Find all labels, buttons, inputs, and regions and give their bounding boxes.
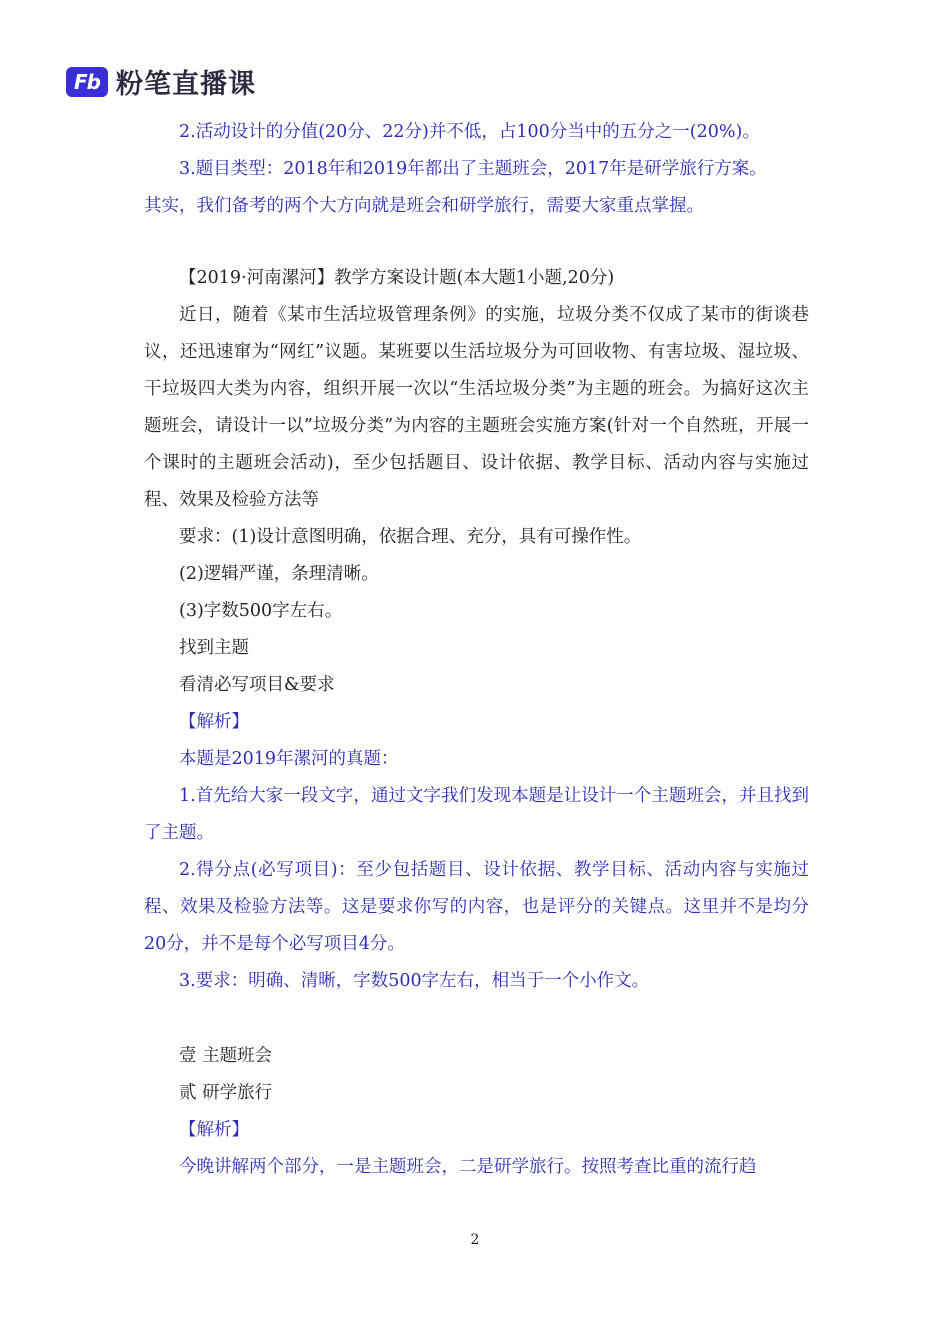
requirement-2: (2)逻辑严谨，条理清晰。 <box>179 564 379 584</box>
page-number: 2 <box>470 1232 480 1248</box>
outline-item-1: 壹 主题班会 <box>179 1046 273 1066</box>
outline-item-2: 贰 研学旅行 <box>179 1083 273 1103</box>
paragraph-question-type: 3.题目类型：2018年和2019年都出了主题班会，2017年是研学旅行方案。 <box>179 159 767 179</box>
brand-logo <box>66 62 256 101</box>
analysis-point-3: 3.要求：明确、清晰，字数500字左右，相当于一个小作文。 <box>179 971 650 991</box>
note-find-theme: 找到主题 <box>179 638 249 658</box>
question-body: 近日，随着《某市生活垃圾管理条例》的实施，垃圾分类不仅成了某市的街谈巷议，还迅速窜为“网红”议题。某班要以生活垃圾分为可回收物、有害垃圾、湿垃圾、干垃圾四大类为内容，组织开展一次以“生活垃圾分类”为主题的班会。为搞好这次主题班会，请设计一以”垃圾分类”为内容的主题班会实施方案(针对一个自然班，开展一个课时的主题班会活动)，至少包括题目、设计依据、教学目标、活动内容与实施过程、效果及检验方法等 <box>144 305 809 510</box>
question-title: 【2019·河南漯河】教学方案设计题(本大题1小题,20分) <box>179 268 615 288</box>
fb-logo-icon: Fb <box>66 67 108 97</box>
requirement-3: (3)字数500字左右。 <box>179 601 343 621</box>
brand-name: 粉笔直播课 <box>116 69 256 100</box>
analysis-text-2: 今晚讲解两个部分，一是主题班会，二是研学旅行。按照考查比重的流行趋 <box>179 1157 757 1177</box>
analysis-label-2: 【解析】 <box>179 1120 249 1140</box>
analysis-label: 【解析】 <box>179 712 249 732</box>
paragraph-score-value: 2.活动设计的分值(20分、22分)并不低，占100分当中的五分之一(20%)。 <box>179 122 760 142</box>
requirement-1: 要求：(1)设计意图明确，依据合理、充分，具有可操作性。 <box>179 527 642 547</box>
paragraph-prep-direction: 其实，我们备考的两个大方向就是班会和研学旅行，需要大家重点掌握。 <box>144 196 704 216</box>
analysis-point-1: 1.首先给大家一段文字，通过文字我们发现本题是让设计一个主题班会，并且找到了主题。 <box>144 786 809 843</box>
analysis-intro: 本题是2019年漯河的真题： <box>179 749 399 769</box>
analysis-point-2: 2.得分点(必写项目)：至少包括题目、设计依据、教学目标、活动内容与实施过程、效果及检验方法等。这是要求你写的内容，也是评分的关键点。这里并不是均分20分，并不是每个必写项目4分。 <box>144 860 809 954</box>
document-body <box>144 114 809 1186</box>
note-required-items: 看清必写项目&要求 <box>179 675 335 695</box>
